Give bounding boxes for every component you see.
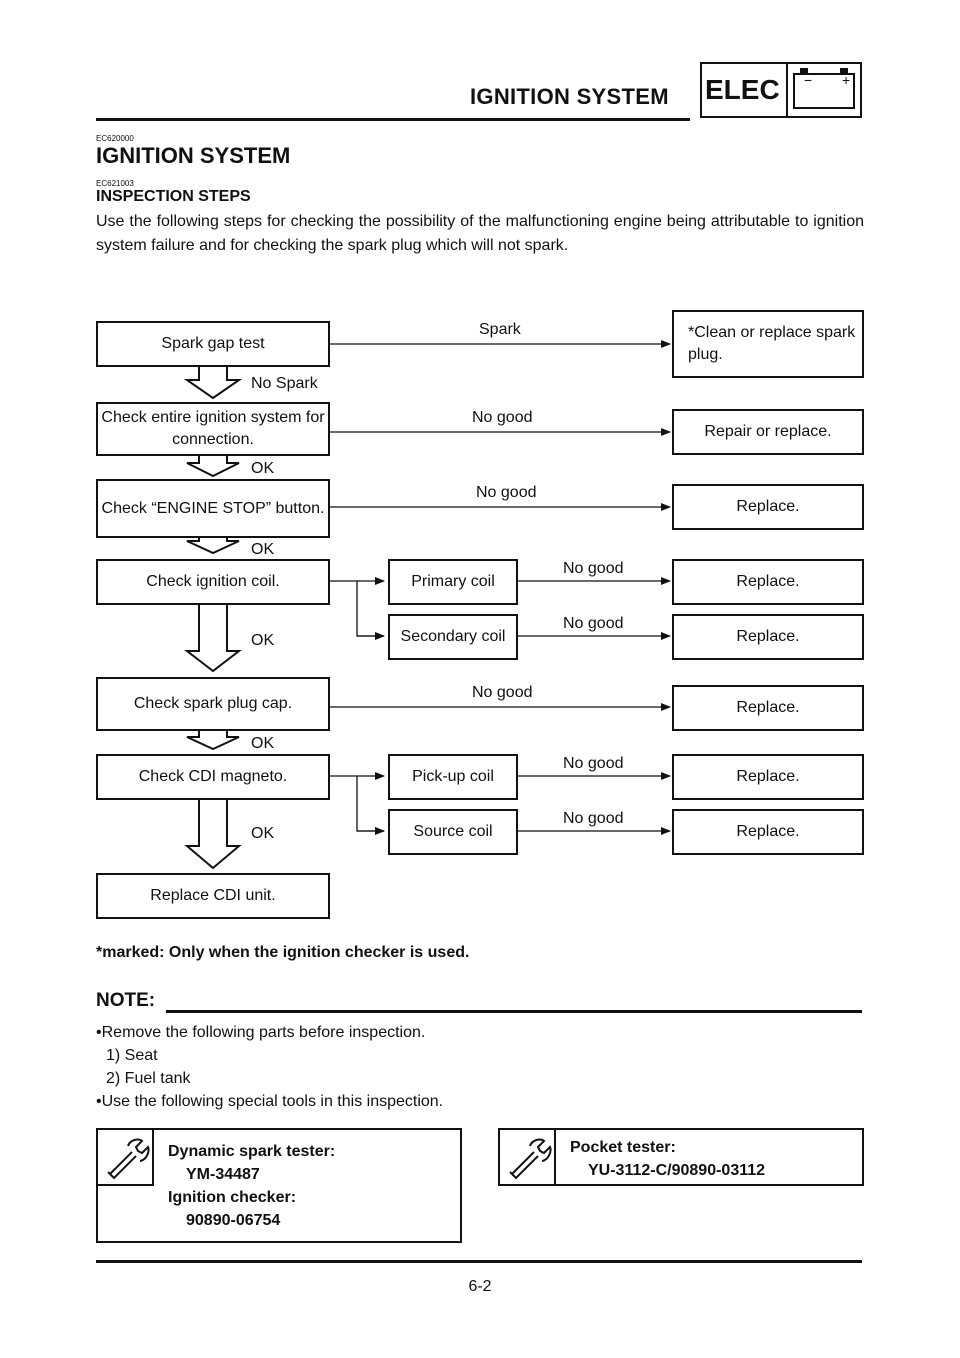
subsection-code: EC621003 (96, 179, 134, 188)
label-ok-3: OK (251, 632, 275, 649)
result-clean-replace-plug: *Clean or replace spark plug. (672, 310, 864, 378)
tool-box-left (96, 1128, 462, 1243)
label-ok-1: OK (251, 460, 275, 477)
page-number: 6-2 (468, 1278, 492, 1295)
label-no-good-4: No good (563, 615, 624, 632)
label-no-good-3: No good (563, 560, 624, 577)
down-arrow-5 (187, 730, 239, 749)
note-bullet-1-text: Remove the following parts before inspection. (101, 1024, 426, 1041)
tool-name-spark-tester: Dynamic spark tester: (168, 1143, 336, 1160)
label-no-good-6: No good (563, 755, 624, 772)
down-arrow-1 (187, 366, 239, 398)
tool-icon-cell (500, 1130, 556, 1186)
label-spark: Spark (479, 321, 521, 338)
tool-part-ignition-checker: 90890-06754 (186, 1212, 281, 1229)
tool-box-right (498, 1128, 864, 1186)
footer-rule (96, 1260, 862, 1263)
result-replace-source: Replace. (672, 809, 864, 855)
section-code: EC620000 (96, 134, 134, 143)
subpart-pickup-coil: Pick-up coil (388, 754, 518, 800)
result-replace-primary: Replace. (672, 559, 864, 605)
note-item-seat: 1) Seat (106, 1047, 158, 1064)
label-no-good-1: No good (472, 409, 533, 426)
section-title: IGNITION SYSTEM (96, 143, 291, 168)
label-ok-4: OK (251, 735, 275, 752)
note-item-fuel-tank: 2) Fuel tank (106, 1070, 191, 1087)
subpart-secondary-coil: Secondary coil (388, 614, 518, 660)
label-no-spark: No Spark (251, 375, 318, 392)
subpart-source-coil: Source coil (388, 809, 518, 855)
step-check-connection: Check entire ignition system for connection. (96, 402, 330, 456)
down-arrow-6 (187, 799, 239, 868)
down-arrow-4 (187, 604, 239, 671)
subpart-primary-coil: Primary coil (388, 559, 518, 605)
result-replace-engine-stop: Replace. (672, 484, 864, 530)
label-no-good-7: No good (563, 810, 624, 827)
bullet-glyph: • (96, 1024, 102, 1041)
tool-name-ignition-checker: Ignition checker: (168, 1189, 297, 1206)
bullet-glyph: • (96, 1093, 102, 1110)
tool-icon-cell (98, 1130, 154, 1186)
intro-paragraph: Use the following steps for checking the possibility of the malfunctioning engine being attributable to ignition system failure and for checking the spark plug which will not spark. (96, 213, 864, 254)
wrench-icon (98, 1130, 152, 1184)
section-badge-text: ELEC (705, 74, 780, 105)
note-title: NOTE: (96, 990, 156, 1011)
battery-minus-sign: − (804, 72, 813, 88)
step-check-engine-stop: Check “ENGINE STOP” button. (96, 479, 330, 538)
wrench-icon (500, 1130, 554, 1184)
label-ok-2: OK (251, 541, 275, 558)
down-arrow-3 (187, 537, 239, 553)
result-replace-plug-cap: Replace. (672, 685, 864, 731)
branch-ignition-coil (330, 581, 384, 636)
asterisk-footnote: *marked: Only when the ignition checker is used. (96, 944, 470, 961)
step-check-plug-cap: Check spark plug cap. (96, 677, 330, 731)
branch-cdi-magneto (330, 776, 384, 831)
battery-plus-sign: + (842, 72, 851, 88)
note-bullet-2 (96, 1093, 443, 1111)
step-spark-gap-test: Spark gap test (96, 321, 330, 367)
step-check-cdi-magneto: Check CDI magneto. (96, 754, 330, 800)
down-arrow-2 (187, 455, 239, 476)
tool-part-spark-tester: YM-34487 (186, 1166, 260, 1183)
note-bullet-1 (96, 1024, 425, 1042)
tool-name-pocket-tester: Pocket tester: (570, 1139, 676, 1156)
label-no-good-2: No good (476, 484, 537, 501)
note-bullet-2-text: Use the following special tools in this inspection. (101, 1093, 444, 1110)
step-replace-cdi: Replace CDI unit. (96, 873, 330, 919)
label-ok-5: OK (251, 825, 275, 842)
result-replace-secondary: Replace. (672, 614, 864, 660)
result-repair-replace: Repair or replace. (672, 409, 864, 455)
running-header-title: IGNITION SYSTEM (470, 84, 669, 109)
note-rule (166, 1010, 862, 1013)
tool-part-pocket-tester: YU-3112-C/90890-03112 (588, 1162, 766, 1179)
step-check-ignition-coil: Check ignition coil. (96, 559, 330, 605)
subsection-title: INSPECTION STEPS (96, 188, 251, 205)
result-replace-pickup: Replace. (672, 754, 864, 800)
label-no-good-5: No good (472, 684, 533, 701)
